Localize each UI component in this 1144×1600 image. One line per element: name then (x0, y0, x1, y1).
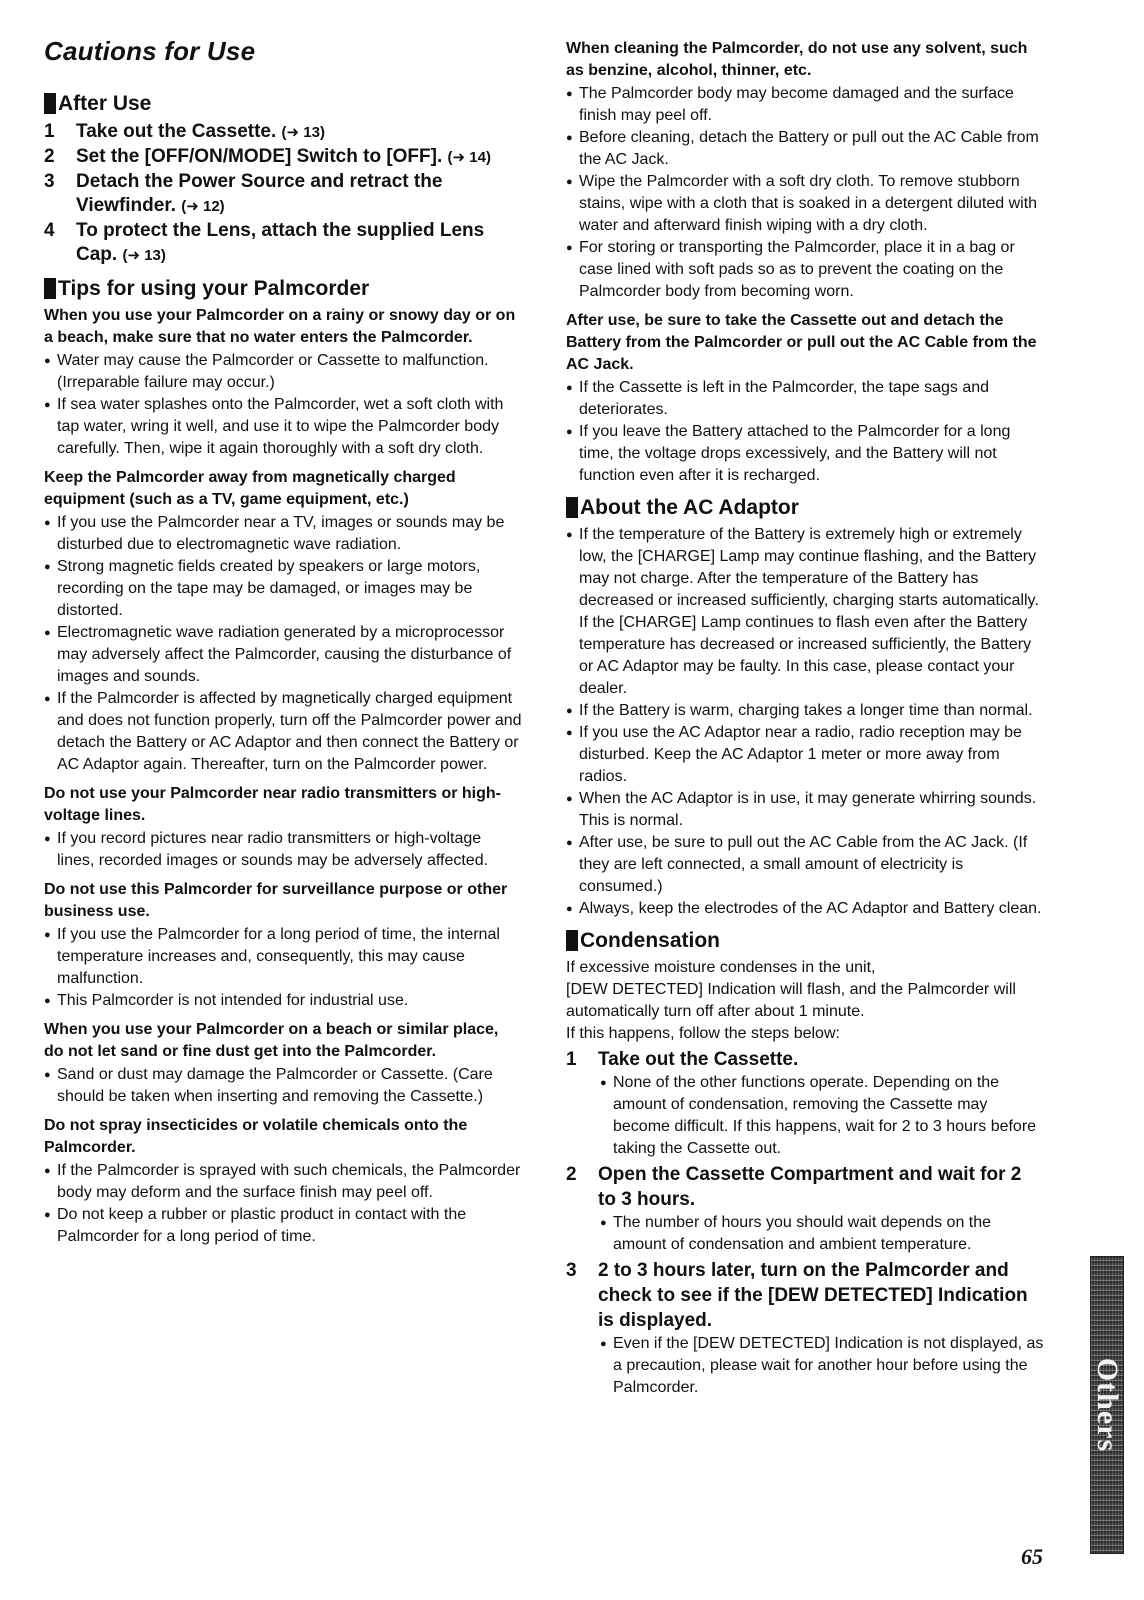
tips-group (44, 1115, 522, 1248)
ac-adaptor-bullets (566, 524, 1044, 920)
step-number: 2 (44, 146, 55, 167)
step-text: Take out the Cassette. (598, 1049, 799, 1070)
bullet-text: If you use the Palmcorder near a TV, images or sounds may be disturbed due to electromagnetic wave radiation. (57, 514, 505, 553)
tips-group (44, 783, 522, 872)
right-column (566, 34, 1044, 1399)
bullet-text: Even if the [DEW DETECTED] Indication is not displayed, as a precaution, please wait for another hour before using the Palmcorder. (613, 1335, 1044, 1396)
section-heading-after-use (44, 91, 522, 116)
section-heading-text: Condensation (580, 929, 720, 952)
step-number: 3 (566, 1260, 577, 1281)
bullet-item (44, 1064, 522, 1108)
bullet-dot: ● (44, 1165, 51, 1177)
bullet-dot: ● (566, 176, 573, 188)
section-marker (44, 93, 56, 114)
section-heading-ac-adaptor (566, 495, 1044, 520)
bullet-item (566, 700, 1044, 722)
page-number: 65 (1021, 1544, 1043, 1569)
bullet-text: Strong magnetic fields created by speakers or large motors, recording on the tape may be damaged, or images may be distorted. (57, 558, 481, 619)
bullet-item (44, 990, 522, 1012)
bullet-dot: ● (44, 995, 51, 1007)
bullet-dot: ● (44, 517, 51, 529)
bullet-item (566, 421, 1044, 487)
after-use-group (566, 310, 1044, 487)
bullet-item (44, 828, 522, 872)
subheading: When you use your Palmcorder on a beach or similar place, do not let sand or fine dust get into the Palmcorder. (44, 1021, 499, 1060)
after-use-step (44, 145, 522, 170)
bullet-item (44, 350, 522, 394)
page-reference: (➜ 12) (181, 198, 225, 215)
step-number: 4 (44, 220, 55, 241)
bullet-text: If the Palmcorder is sprayed with such chemicals, the Palmcorder body may deform and the surface finish may peel off. (57, 1162, 521, 1201)
bullet-text: When the AC Adaptor is in use, it may generate whirring sounds. This is normal. (579, 790, 1037, 829)
step-number: 2 (566, 1164, 577, 1185)
bullet-dot: ● (566, 382, 573, 394)
bullet-item (566, 1072, 1044, 1160)
bullet-text: Always, keep the electrodes of the AC Adaptor and Battery clean. (579, 900, 1042, 917)
step-text: Take out the Cassette. (76, 121, 277, 142)
page-title: Cautions for Use (44, 36, 256, 66)
bullet-dot: ● (566, 242, 573, 254)
bullet-text: None of the other functions operate. Depending on the amount of condensation, removing the Cassette may become difficult. If this happens, wait for 2 to 3 hours before taking the Cassette out. (613, 1074, 1037, 1157)
bullet-text: If you use the AC Adaptor near a radio, radio reception may be disturbed. Keep the AC Adaptor 1 meter or more away from radios. (579, 724, 1022, 785)
page-reference: (➜ 13) (281, 124, 325, 141)
bullet-item (44, 622, 522, 688)
step-text: Set the [OFF/ON/MODE] Switch to [OFF]. (76, 146, 443, 167)
step-number: 1 (566, 1049, 577, 1070)
bullet-item (44, 556, 522, 622)
bullet-dot: ● (566, 529, 573, 541)
subheading: Do not use this Palmcorder for surveillance purpose or other business use. (44, 881, 508, 920)
page-reference: (➜ 13) (122, 247, 166, 264)
bullet-dot: ● (600, 1217, 607, 1229)
step-number: 1 (44, 121, 55, 142)
bullet-item (566, 1212, 1044, 1256)
section-heading-condensation (566, 928, 1044, 953)
bullet-dot: ● (600, 1338, 607, 1350)
section-marker (566, 497, 578, 518)
bullet-text: The Palmcorder body may become damaged and the surface finish may peel off. (579, 85, 1014, 124)
bullet-dot: ● (44, 399, 51, 411)
bullet-dot: ● (566, 837, 573, 849)
bullet-text: The number of hours you should wait depends on the amount of condensation and ambient temperature. (613, 1214, 992, 1253)
bullet-item (566, 83, 1044, 127)
section-marker (44, 278, 56, 299)
section-heading-tips (44, 276, 522, 301)
page-reference: (➜ 14) (447, 149, 491, 166)
step-text: Open the Cassette Compartment and wait for 2 to 3 hours. (598, 1164, 1022, 1210)
bullet-text: Do not keep a rubber or plastic product in contact with the Palmcorder for a long period of time. (57, 1206, 467, 1245)
step-text: To protect the Lens, attach the supplied Lens Cap. (76, 220, 485, 265)
cleaning-group (566, 38, 1044, 303)
bullet-dot: ● (566, 727, 573, 739)
bullet-item (566, 237, 1044, 303)
subheading: When cleaning the Palmcorder, do not use any solvent, such as benzine, alcohol, thinner, etc. (566, 40, 1028, 79)
bullet-item (566, 1333, 1044, 1399)
bullet-text: After use, be sure to pull out the AC Cable from the AC Jack. (If they are left connected, a small amount of electricity is consumed.) (579, 834, 1028, 895)
bullet-item (566, 377, 1044, 421)
bullet-text: Before cleaning, detach the Battery or pull out the AC Cable from the AC Jack. (579, 129, 1039, 168)
bullet-dot: ● (44, 1209, 51, 1221)
bullet-item (566, 898, 1044, 920)
tips-group (44, 467, 522, 776)
bullet-dot: ● (566, 705, 573, 717)
bullet-item (566, 171, 1044, 237)
tips-group (44, 1019, 522, 1108)
bullet-item (44, 394, 522, 460)
after-use-steps (44, 120, 522, 268)
bullet-dot: ● (600, 1077, 607, 1089)
bullet-item (566, 524, 1044, 700)
tips-group (44, 879, 522, 1012)
bullet-text: For storing or transporting the Palmcorder, place it in a bag or case lined with soft pads so as to prevent the coating on the Palmcorder body from becoming worn. (579, 239, 1015, 300)
condensation-step (566, 1047, 1044, 1160)
bullet-text: Electromagnetic wave radiation generated by a microprocessor may adversely affect the Palmcorder, causing the disturbance of images and sounds. (57, 624, 512, 685)
bullet-text: If sea water splashes onto the Palmcorder, wet a soft cloth with tap water, wring it well, and use it to wipe the Palmcorder body carefully. Then, wipe it again thoroughly with a soft dry cloth. (57, 396, 504, 457)
intro-line: If this happens, follow the steps below: (566, 1025, 840, 1042)
bullet-item (44, 512, 522, 556)
intro-line: [DEW DETECTED] Indication will flash, and the Palmcorder will automatically turn off after about 1 minute. (566, 981, 1016, 1020)
others-section-tab (1090, 1256, 1124, 1554)
bullet-item (566, 832, 1044, 898)
bullet-dot: ● (566, 88, 573, 100)
tips-group (44, 305, 522, 460)
after-use-step (44, 120, 522, 145)
bullet-dot: ● (44, 1069, 51, 1081)
bullet-text: Water may cause the Palmcorder or Cassette to malfunction. (Irreparable failure may occur.) (57, 352, 489, 391)
subheading: Keep the Palmcorder away from magnetically charged equipment (such as a TV, game equipment, etc.) (44, 469, 456, 508)
bullet-text: If you leave the Battery attached to the Palmcorder for a long time, the voltage drops excessively, and the Battery will not function even after it is recharged. (579, 423, 1011, 484)
bullet-dot: ● (44, 833, 51, 845)
condensation-step (566, 1258, 1044, 1399)
subheading: After use, be sure to take the Cassette out and detach the Battery from the Palmcorder or pull out the AC Cable from the AC Jack. (566, 312, 1037, 373)
bullet-dot: ● (566, 132, 573, 144)
bullet-text: If you use the Palmcorder for a long period of time, the internal temperature increases and, consequently, this may cause malfunction. (57, 926, 500, 987)
section-heading-text: After Use (58, 92, 152, 115)
section-heading-text: Tips for using your Palmcorder (58, 277, 370, 300)
bullet-dot: ● (566, 426, 573, 438)
subheading: Do not use your Palmcorder near radio transmitters or high-voltage lines. (44, 785, 501, 824)
bullet-dot: ● (44, 355, 51, 367)
step-text: Detach the Power Source and retract the Viewfinder. (76, 171, 443, 216)
bullet-text: If the temperature of the Battery is extremely high or extremely low, the [CHARGE] Lamp may continue flashing, and the Battery may not charge. After the temperature of the Battery has decreased or increased sufficiently, charging starts automatically. If the [CHARGE] Lamp continues to flash even after the Battery temperature has decreased or increased sufficiently, the Battery or AC Adaptor may be faulty. In this case, please contact your dealer. (579, 526, 1039, 697)
subheading: When you use your Palmcorder on a rainy or snowy day or on a beach, make sure that no water enters the Palmcorder. (44, 307, 516, 346)
intro-line: If excessive moisture condenses in the unit, (566, 959, 876, 976)
bullet-dot: ● (44, 693, 51, 705)
bullet-item (44, 688, 522, 776)
section-heading-text: About the AC Adaptor (580, 496, 799, 519)
step-text: 2 to 3 hours later, turn on the Palmcorder and check to see if the [DEW DETECTED] Indication is displayed. (598, 1260, 1028, 1331)
bullet-dot: ● (44, 561, 51, 573)
after-use-step (44, 170, 522, 219)
bullet-dot: ● (44, 929, 51, 941)
bullet-text: This Palmcorder is not intended for industrial use. (57, 992, 409, 1009)
section-marker (566, 930, 578, 951)
bullet-dot: ● (566, 793, 573, 805)
bullet-item (44, 1204, 522, 1248)
section-tab-label: Others (1091, 1357, 1124, 1453)
bullet-text: If the Cassette is left in the Palmcorder, the tape sags and deteriorates. (579, 379, 990, 418)
condensation-step (566, 1162, 1044, 1256)
bullet-item (44, 924, 522, 990)
bullet-item (566, 788, 1044, 832)
bullet-text: If the Palmcorder is affected by magnetically charged equipment and does not function properly, turn off the Palmcorder power and detach the Battery or AC Adaptor and then connect the Battery or AC Adaptor again. Thereafter, turn on the Palmcorder power. (57, 690, 522, 773)
step-number: 3 (44, 171, 55, 192)
bullet-text: Wipe the Palmcorder with a soft dry cloth. To remove stubborn stains, wipe with a cloth that is soaked in a detergent diluted with water and afterward finish wiping with a dry cloth. (579, 173, 1038, 234)
bullet-item (566, 722, 1044, 788)
bullet-dot: ● (44, 627, 51, 639)
bullet-dot: ● (566, 903, 573, 915)
bullet-item (566, 127, 1044, 171)
after-use-step (44, 219, 522, 268)
bullet-text: Sand or dust may damage the Palmcorder or Cassette. (Care should be taken when inserting and removing the Cassette.) (57, 1066, 493, 1105)
subheading: Do not spray insecticides or volatile chemicals onto the Palmcorder. (44, 1117, 468, 1156)
bullet-text: If you record pictures near radio transmitters or high-voltage lines, recorded images or sounds may be adversely affected. (57, 830, 489, 869)
left-column (44, 34, 522, 1248)
condensation-intro (566, 957, 1044, 1045)
bullet-item (44, 1160, 522, 1204)
bullet-text: If the Battery is warm, charging takes a longer time than normal. (579, 702, 1033, 719)
